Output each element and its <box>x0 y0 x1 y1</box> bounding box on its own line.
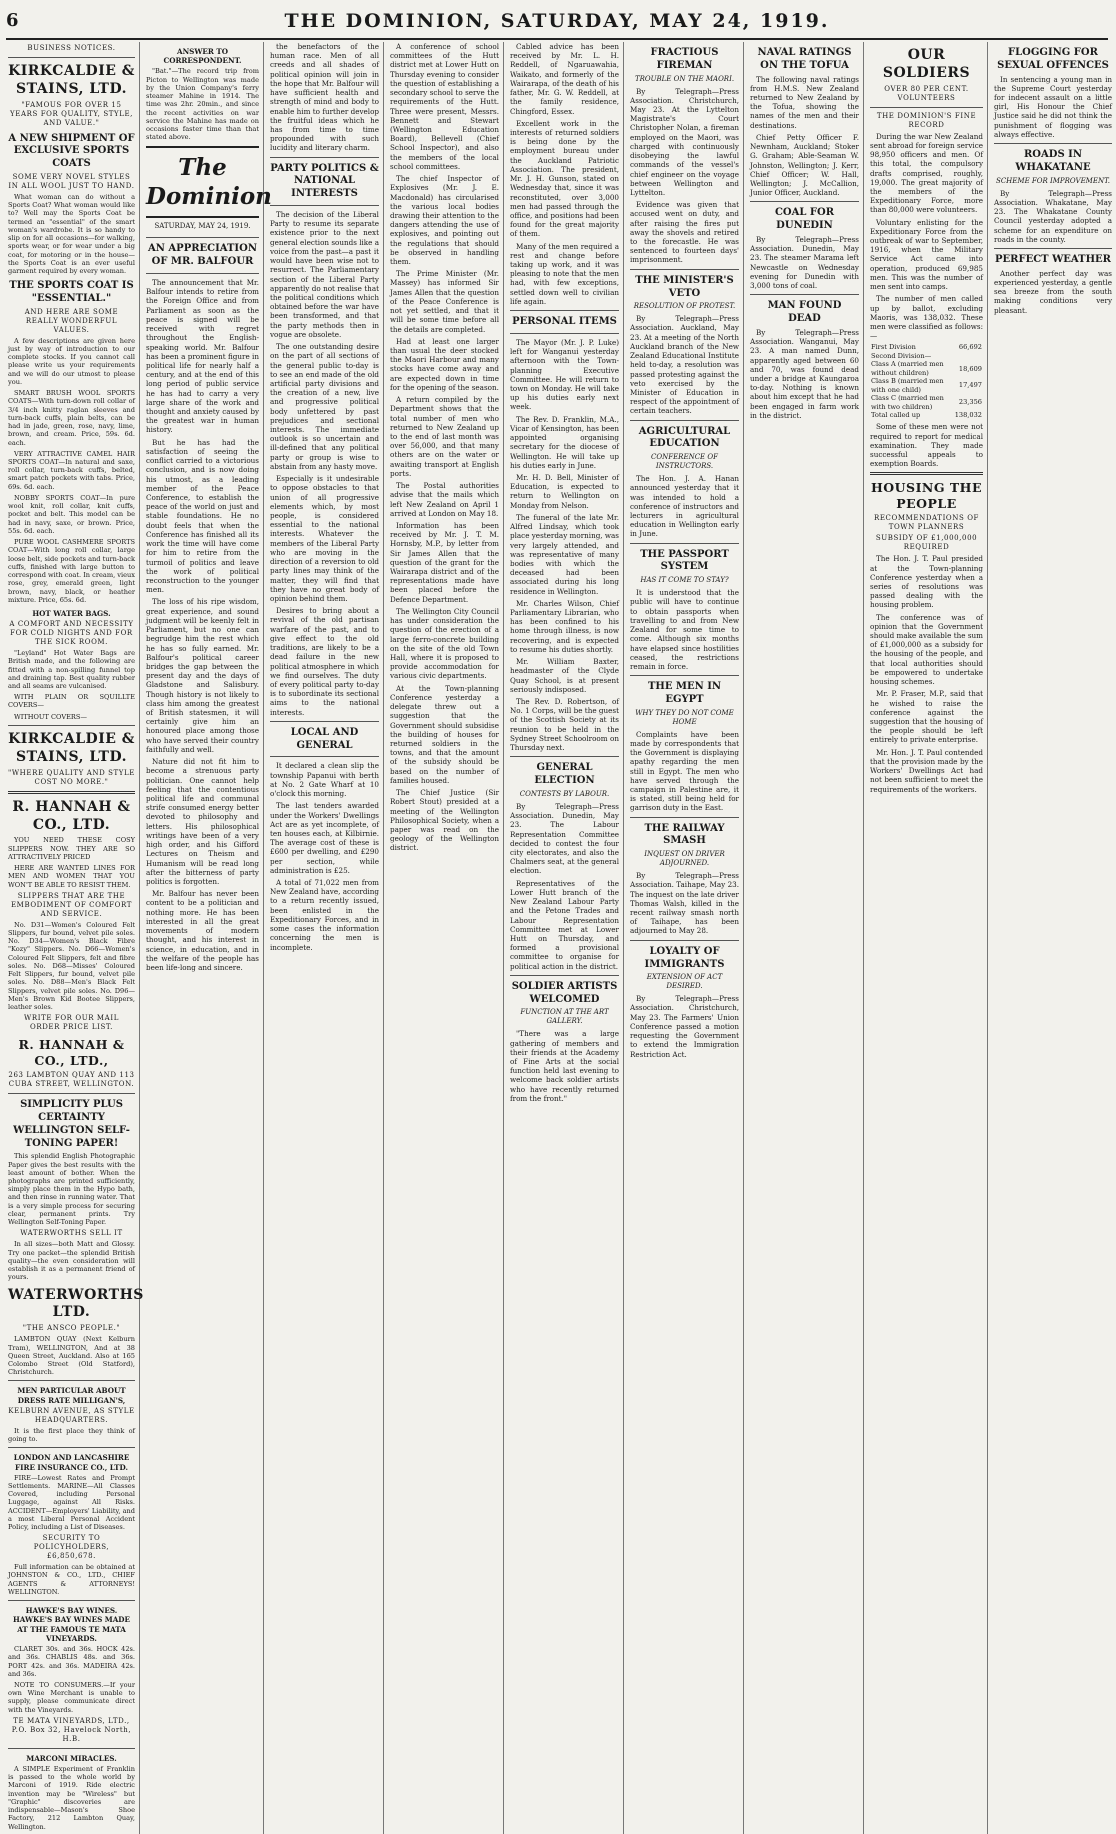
article-paragraph: Mr. Hon. J. T. Paul contended that the provision made by the Workers' Dwellings Act had not been sufficient to meet the requirements of the workers. <box>870 747 983 794</box>
newspaper-title: THE DOMINION, SATURDAY, MAY 24, 1919. <box>284 9 830 32</box>
ad-item: WITH PLAIN OR SQUILLTE COVERS— <box>8 693 135 710</box>
ad-paragraph: This splendid English Photographic Paper gives the best results with the least amount of bother. When the photographs are printed sufficiently, simply place them in the Hypo bath, and then rinse in running water. That is a very simple process for securing clear, permanent prints. Try Wellington Self-Toning Paper. <box>8 1152 135 1227</box>
ad-item: WITHOUT COVERS— <box>14 712 87 721</box>
article-heading: FRACTIOUS FIREMAN <box>650 47 719 71</box>
divider <box>750 201 859 202</box>
ad-paragraph: "Leyland" Hot Water Bags are British made, and the following are fitted with a non-spilling funnel top and draining tap. Best quality rubber and all seams are vulcanised. <box>8 649 135 690</box>
ad-address: 263 LAMBTON QUAY AND 113 CUBA STREET, WELLINGTON. <box>8 1071 135 1089</box>
divider <box>994 143 1112 144</box>
ad-heading: A NEW SHIPMENT OF EXCLUSIVE SPORTS COATS <box>8 132 135 170</box>
divider <box>270 157 379 158</box>
article-paragraph: "There was a large gathering of members and their friends at the Academy of Fine Arts at the social function held last evening to welcome back soldier artists who have recently returned from the front." <box>510 1029 619 1103</box>
article-paragraph: Voluntary enlisting for the Expeditionary Force from the outbreak of war to September, 1916, when the Military Service Act came into operation, produced 69,985 men. This was the number of men sent into camps. <box>870 217 983 292</box>
article-paragraph: Many of the men required a rest and change before taking up work, and it was pleasing to note that the men had, with few exceptions, settled down well to civilian life again. <box>510 241 619 306</box>
article-paragraph: The Hon. J. T. Paul presided at the Town-planning Conference yesterday when a series of resolutions was passed dealing with the housing problem. <box>870 554 983 610</box>
ad-heading: LONDON AND LANCASHIRE FIRE INSURANCE CO., LTD. <box>13 1453 130 1472</box>
ad-title: KIRKCALDIE & STAINS, LTD. <box>8 62 135 97</box>
table-label-cell: First Division <box>871 343 916 352</box>
article-paragraph: Had at least one larger than usual the deer stocked the Maori Harbour and many stocks have come away and are expected down in time for the opening of the season. <box>390 336 499 392</box>
table-label-cell: Class A (married men without children) <box>871 360 944 377</box>
article-paragraph: Information has been received by Mr. J. T. M. Hornsby, M.P., by letter from Sir James Allen that the question of the grant for the Wairarapa district and of the representations made have been placed before the Defence Department. <box>390 520 499 604</box>
article-paragraph: By Telegraph—Press Association. Whakatane, May 23. The Whakatane County Council yesterday adopted a scheme for an expenditure on roads in the county. <box>994 188 1112 244</box>
ad-list: CLARET 30s. and 36s. HOCK 42s. and 36s. CHABLIS 48s. and 36s. PORT 42s. and 36s. MADEIRA 42s. and 36s. <box>8 1645 135 1678</box>
article-heading: AN APPRECIATION OF MR. BALFOUR <box>148 243 257 268</box>
ad-title: R. HANNAH & CO., LTD. <box>12 798 131 833</box>
article-heading: FLOGGING FOR SEXUAL OFFENCES <box>997 47 1109 71</box>
column-6 <box>628 42 744 1834</box>
article-paragraph: Some of these men were not required to report for medical examination. They made successful appeals to exemption Boards. <box>870 422 983 469</box>
divider <box>750 294 859 295</box>
divider <box>510 333 619 334</box>
ad-subheading: KELBURN AVENUE, AS STYLE HEADQUARTERS. <box>8 1406 135 1424</box>
article-heading: THE MEN IN EGYPT <box>647 681 722 705</box>
table-value-cell: 138,032 <box>954 410 982 419</box>
table-row <box>870 352 983 360</box>
article-heading: PARTY POLITICS & NATIONAL INTERESTS <box>270 162 379 200</box>
column-8 <box>868 42 988 1834</box>
ad-subheading: SECURITY TO POLICYHOLDERS, £6,850,678. <box>33 1534 110 1561</box>
divider <box>870 472 983 475</box>
article-paragraph: The number of men called up by ballot, excluding Maoris, was 138,032. These men were classified as follows:— <box>870 294 984 341</box>
article-paragraph: The Hon. J. A. Hanan announced yesterday that it was intended to hold a conference of instructors and lecturers in agricultural education in Wellington early in June. <box>630 474 739 539</box>
article-paragraph: By Telegraph—Press Association. Christchurch, May 23. The Farmers' Union Conference passed a motion requesting the Government to extend the Immigration Restriction Act. <box>630 994 739 1059</box>
divider <box>870 107 983 108</box>
article-paragraph: Mr. H. D. Bell, Minister of Education, is expected to return to Wellington on Monday from Nelson. <box>510 472 619 510</box>
divider <box>270 721 379 722</box>
article-heading: OUR SOLDIERS <box>882 47 971 81</box>
article-paragraph: Complaints have been made by correspondents that the Government is displaying apathy regarding the men still in Egypt. The men who have served through the campaign in Palestine are, it is stated, still being held for garrison duty in the East. <box>630 729 739 813</box>
article-paragraph: The Rev. D. Franklin, M.A., Vicar of Kensington, has been appointed organising secretary for the diocese of Wellington. He will take up his duties early in June. <box>510 414 619 470</box>
column-5 <box>508 42 624 1834</box>
article-paragraph: "Bat."—The record trip from Picton to Wellington was made by the Union Company's ferry steamer Mahine in 1914. The time was 2hr. 20min., and since the recent activities on war service the Mahine has made on occasions faster time than that stated above. <box>146 67 259 142</box>
divider <box>8 1380 135 1381</box>
article-paragraph: The Prime Minister (Mr. Massey) has informed Sir James Allen that the question of the Peace Conference is not yet settled, and that it will be some time before all the details are completed. <box>390 269 499 334</box>
ad-tagline: "THE ANSCO PEOPLE." <box>22 1324 121 1333</box>
article-subheading: WHY THEY DO NOT COME HOME <box>635 708 734 726</box>
article-paragraph: By Telegraph—Press Association. Christchurch, May 23. At the Lyttelton Magistrate's Court Christopher Nolan, a fireman employed on the Maori, was charged with continuously disobeying the lawful commands of the vessel's chief engineer on the voyage between Wellington and Lyttelton. <box>630 86 739 197</box>
article-subheading: OVER 80 PER CENT. VOLUNTEERS <box>884 84 969 102</box>
article-paragraph: By Telegraph—Press Association. Dunedin, May 23. The steamer Marama left Newcastle on Wednesday evening for Dunedin with 3,000 tons of coal. <box>750 235 859 291</box>
article-paragraph: the benefactors of the human race. Men of all creeds and all shades of political opinion will join in the hope that Mr. Balfour will have sufficient health and strength of mind and body to enable him to further develop the fruitful ideas which he has from time to time propounded with such lucidity and literary charm. <box>270 42 379 153</box>
article-paragraph: In sentencing a young man in the Supreme Court yesterday for indecent assault on a little girl, His Honour the Chief Justice said he did not think the punishment of flogging was always effective. <box>994 74 1112 139</box>
article-heading: ROADS IN WHAKATANE <box>1015 149 1091 173</box>
newspaper-nameplate: The Dominion <box>146 146 259 219</box>
divider <box>630 269 739 270</box>
article-heading: LOYALTY OF IMMIGRANTS <box>644 945 725 970</box>
article-paragraph: The loss of his ripe wisdom, great experience, and sound judgment will be keenly felt in Parliament, but no one can begrudge him the rest which he has so fully earned. Mr. Balfour's political career bridges the gap between the present day and the days of Gladstone and Salisbury. Though history is not likely to class him among the greatest of British statesmen, it will certainly give him an honoured place among those who have served their country faithfully and well. <box>146 597 259 754</box>
article-subheading: TROUBLE ON THE MAORI. <box>634 74 735 83</box>
divider <box>994 248 1112 249</box>
article-paragraph: The following naval ratings from H.M.S. New Zealand returned to New Zealand by the Tofua, showing the names of the men and their destinations. <box>750 74 859 130</box>
table-row <box>870 377 983 394</box>
article-paragraph: A conference of school committees of the Hutt district met at Lower Hutt on Thursday evening to consider the question of establishing a secondary school to serve the requirements of the Hutt. Three were present, Messrs. Bennett and Stewart (Wellington Education Board), Bellevell (Chief School Inspector), and also the members of the local school committees. <box>390 42 499 171</box>
article-heading: THE MINISTER'S VETO <box>635 274 734 299</box>
ad-heading: HOT WATER BAGS. <box>32 608 111 618</box>
divider <box>8 1600 135 1601</box>
article-paragraph: By Telegraph—Press Association. Auckland, May 23. At a meeting of the North Auckland branch of the New Zealand Educational Institute held to-day, a resolution was passed protesting against the veto exercised by the Minister of Education in respect of the appointment of certain teachers. <box>630 314 739 416</box>
article-subheading: HAS IT COME TO STAY? <box>640 576 729 585</box>
table-label-cell: Class B (married men with one child) <box>871 377 944 394</box>
ad-paragraph: A few descriptions are given here just by way of introduction to our complete stocks. If you cannot call please write us your requirements and we will do our utmost to please you. <box>8 336 135 386</box>
article-subheading: SUBSIDY OF £1,000,000 REQUIRED <box>875 534 978 552</box>
article-paragraph: Another perfect day was experienced yesterday, a gentle sea breeze from the south making conditions very pleasant. <box>994 268 1112 315</box>
table-value-cell: 17,497 <box>958 381 982 390</box>
table-row <box>870 360 983 377</box>
ad-title: R. HANNAH & CO., LTD., <box>18 1037 125 1069</box>
article-heading: PERSONAL ITEMS <box>512 316 617 328</box>
article-heading: PERFECT WEATHER <box>995 253 1111 265</box>
article-heading: GENERAL ELECTION <box>534 762 595 787</box>
ad-title: KIRKCALDIE & STAINS, LTD. <box>8 730 135 765</box>
ad-item: PURE WOOL CASHMERE SPORTS COAT—With long roll collar, large loose belt, side pockets and turn-back cuffs, finished with large button to correspond with coat. In cream, vieux rose, grey, emerald green, light brown, navy, black, or heather mixture. Price, 65s. 6d. <box>8 538 135 604</box>
article-paragraph: The announcement that Mr. Balfour intends to retire from the Foreign Office and from Parliament as soon as the peace is signed will be received with regret throughout the English-speaking world. Mr. Balfour has been a prominent figure in political life for nearly half a century, and at the end of this long period of public service he has had to carry a very large share of the work and thought and anxiety caused by the greatest war in human history. <box>146 277 259 435</box>
ad-paragraph: A SIMPLE Experiment of Franklin is passed to the whole world by Marconi of 1919. Ride electric invention may be "Wireless" but "Graphic" discoveries are indispensable—Mason's Shoe Factory, 212 Lambton Quay, Wellington. <box>8 1765 135 1831</box>
article-paragraph: By Telegraph—Press Association. Dunedin, May 23. The Labour Representation Committee decided to contest the four city electorates, and also the Chalmers seat, at the general election. <box>510 801 619 876</box>
article-paragraph: By Telegraph—Press Association. Taihape, May 23. The inquest on the late driver Thomas Walsh, killed in the recent railway smash north of Taihape, has been adjourned to May 28. <box>630 871 739 936</box>
ad-heading: THE SPORTS COAT IS "ESSENTIAL." <box>9 280 134 305</box>
page-number: 6 <box>6 10 19 32</box>
table-label-cell: Second Division— <box>871 351 932 360</box>
ballot-classification-table <box>870 343 983 419</box>
article-heading: MAN FOUND DEAD <box>767 300 842 325</box>
article-paragraph: The chief Inspector of Explosives (Mr. J. E. Macdonald) has circularised the various local bodies drawing their attention to the dangers attending the use of explosives, and pointing out the regulations that should be observed in handling them. <box>390 174 499 267</box>
article-paragraph: The Mayor (Mr. J. P. Luke) left for Wanganui yesterday afternoon with the Town-planning Executive Committee. He will return to town on Monday. He will take up his duties early next week. <box>510 337 619 412</box>
article-paragraph: Mr. Charles Wilson, Chief Parliamentary Librarian, who has been confined to his home through illness, is now recovering, and is expected to resume his duties shortly. <box>510 598 619 654</box>
article-paragraph: The conference was of opinion that the Government should make available the sum of £1,000,000 as a subsidy for the housing of the people, and that local authorities should be empowered to undertake housing schemes. <box>870 612 983 687</box>
divider <box>630 675 739 676</box>
article-paragraph: Especially is it undesirable to oppose obstacles to that union of all progressive elements which, by most people, is considered essential to the national interests. Whatever the members of the Liberal Party who are moving in the direction of a reversion to old party lines may think of the matter, they will find that they have no great body of opinion behind them. <box>270 474 379 603</box>
ad-paragraph: FIRE—Lowest Rates and Prompt Settlements. MARINE—All Classes Covered, including Personal Luggage, against All Risks. ACCIDENT—Employers' Liability, and a most Liberal Personal Accident Policy, including a List of Diseases. <box>8 1473 135 1532</box>
divider <box>8 1447 135 1448</box>
ad-paragraph: What woman can do without a Sports Coat? What woman would like to? Well may the Sports Coat be termed an "essential" of the smart woman's wardrobe. It is so handy to slip on for all occasions—for walking, sports wear, or for wear under a big coat, for motoring or in the house—the Sports Coat is an ever useful garment required by every woman. <box>8 192 135 276</box>
ad-item: VERY ATTRACTIVE CAMEL HAIR SPORTS COAT—In natural and saxe, roll collar, turn-back cuffs, belted, smart patch pockets with tabs. Price, 69s. 6d. each. <box>8 449 135 491</box>
article-paragraph: During the war New Zealand sent abroad for foreign service 98,950 officers and men. Of this total, the compulsory drafts comprised, roughly, 19,000. The great majority of the members of the Expeditionary Force, more than 80,000 were volunteers. <box>870 131 983 215</box>
article-subheading: SCHEME FOR IMPROVEMENT. <box>996 176 1110 185</box>
article-paragraph: A total of 71,022 men from New Zealand have, according to a return recently issued, been enlisted in the Expeditionary Forces, and in some cases the information concerning the men is incomplete. <box>270 878 379 952</box>
divider <box>510 310 619 311</box>
ad-heading: HAWKE'S BAY WINES. HAWKE'S BAY WINES MADE AT THE FAMOUS TE MATA VINEYARDS. <box>12 1606 131 1643</box>
article-heading: ANSWER TO CORRESPONDENT. <box>163 47 242 66</box>
ad-address: LAMBTON QUAY (Next Kelburn Tram), WELLINGTON, And at 38 Queen Street, Auckland. Also at 165 Colombo Street (Old Statford), Christchurch. <box>8 1335 135 1377</box>
ad-subheading: AND HERE ARE SOME REALLY WONDERFUL VALUES. <box>24 307 119 334</box>
article-paragraph: Mr. P. Fraser, M.P., said that he wished to raise the conference against the suggestion that the housing of the people should be left entirely to private enterprise. <box>870 689 983 745</box>
divider <box>8 725 135 726</box>
ad-title: WATERWORTHS LTD. <box>8 1286 144 1321</box>
table-row <box>870 411 983 419</box>
article-heading: LOCAL AND GENERAL <box>290 726 359 751</box>
masthead <box>6 4 1108 40</box>
table-value-cell: 23,356 <box>958 398 982 407</box>
column-2-leader <box>144 42 272 1834</box>
divider <box>270 756 379 757</box>
ad-paragraph: HERE ARE WANTED LINES FOR MEN AND WOMEN THAT YOU WON'T BE ABLE TO RESIST THEM. <box>8 864 135 889</box>
ad-subheading: WATERWORTHS SELL IT <box>20 1229 123 1238</box>
dateline: SATURDAY, MAY 24, 1919. <box>154 222 251 231</box>
article-paragraph: The one outstanding desire on the part of all sections of the general public to-day is to see an end made of the old artificial party divisions and the creation of a new, live and progressive political body unfettered by past prejudices and sectional interests. The immediate outlook is so uncertain and ill-defined that any political party or group is wise to abstain from any hasty move. <box>270 342 379 471</box>
ad-heading: MEN PARTICULAR ABOUT DRESS RATE MILLIGAN'S, <box>17 1386 126 1405</box>
article-heading: THE PASSPORT SYSTEM <box>640 548 729 573</box>
ad-subheading: SOME VERY NOVEL STYLES IN ALL WOOL JUST TO HAND. <box>8 173 135 190</box>
article-paragraph: The funeral of the late Mr. Alfred Lindsay, which took place yesterday morning, was very largely attended, and was representative of many bodies with which the deceased had been associated during his long residence in Wellington. <box>510 512 619 596</box>
divider <box>270 205 379 206</box>
ad-paragraph: YOU NEED THESE COSY SLIPPERS NOW. THEY ARE SO ATTRACTIVELY PRICED <box>8 836 135 861</box>
ad-list: No. D31—Women's Coloured Felt Slippers, fur bound, velvet pile soles. No. D34—Women's Black Fibre "Kozy" Slippers. No. D66—Women's Coloured Felt Slippers, felt and fibre soles. No. D68—Misses' Coloured Felt Slippers, fur bound, velvet pile soles. No. D88—Men's Black Felt Slippers, velvet pile soles. No. D96—Men's Brown Kid Bootee Slippers, leather soles. <box>8 920 135 1012</box>
table-value-cell <box>954 352 983 360</box>
divider <box>630 817 739 818</box>
divider <box>8 791 135 794</box>
article-subheading: RESOLUTION OF PROTEST. <box>633 302 736 311</box>
column-3 <box>268 42 384 1834</box>
article-paragraph: Evidence was given that accused went on duty, and after raising the fires put away the shovels and retired to the forecastle. He was sentenced to fourteen days' imprisonment. <box>630 200 739 265</box>
table-value-cell: 18,609 <box>958 364 982 373</box>
article-paragraph: Cabled advice has been received by Mr. L. H. Reddell, of Ngaruawahia, Waikato, and formerly of the Wairarapa, of the death of his father, Mr. G. W. Reddell, at the family residence, Chingford, Essex. <box>510 42 619 116</box>
ad-tagline: "WHERE QUALITY AND STYLE COST NO MORE." <box>8 768 135 786</box>
table-label-cell: Total called up <box>871 410 921 419</box>
ad-heading: MARCONI MIRACLES. <box>26 1753 117 1763</box>
article-paragraph: Excellent work in the interests of returned soldiers is being done by the employment bureau under the Auckland Patriotic Association. The president, Mr. J. H. Gunson, stated on Wednesday that, since it was reconstituted, over 3,000 men had passed through the office, and positions had been found for the great majority of them. <box>510 118 619 239</box>
column-4 <box>388 42 504 1834</box>
ad-paragraph: It is the first place they think of going to. <box>8 1426 135 1444</box>
table-row <box>870 394 983 411</box>
article-paragraph: At the Town-planning Conference yesterday a delegate threw out a suggestion that the Government should subsidise the building of houses for returned soldiers in the towns, and that the amount of the subsidy should be based on the number of families housed. <box>390 683 499 785</box>
article-subheading: EXTENSION OF ACT DESIRED. <box>646 973 723 991</box>
article-subheading: CONTESTS BY LABOUR. <box>519 789 610 798</box>
column-7 <box>748 42 864 1834</box>
ad-paragraph: Full information can be obtained at JOHNSTON & CO., LTD., CHIEF AGENTS & ATTORNEYS! WELLINGTON. <box>8 1563 135 1596</box>
ad-subheading: WRITE FOR OUR MAIL ORDER PRICE LIST. <box>24 1014 119 1032</box>
article-subheading: INQUEST ON DRIVER ADJOURNED. <box>644 850 725 868</box>
article-heading: COAL FOR DUNEDIN <box>774 207 835 232</box>
divider <box>146 273 259 274</box>
article-heading: AGRICULTURAL EDUCATION <box>638 425 731 450</box>
article-paragraph: It is understood that the public will have to continue to obtain passports when travelling to and from New Zealand for some time to come. Although six months have elapsed since hostilities ceased, the restrictions remain in force. <box>630 588 739 671</box>
ad-paragraph: In all sizes—both Matt and Glossy. Try one packet—the splendid British quality—the even consideration will establish it as a permanent friend of yours. <box>8 1240 135 1282</box>
ad-subheading: SLIPPERS THAT ARE THE EMBODIMENT OF COMFORT AND SERVICE. <box>10 891 133 918</box>
article-subheading: CONFERENCE OF INSTRUCTORS. <box>651 453 718 471</box>
article-paragraph: The decision of the Liberal Party to resume its separate existence prior to the next general election sounds like a voice from the past—a past it would have been wise not to resurrect. The Parliamentary section of the Liberal Party apparently do not realise that the political conditions which obtained before the war have been transformed, and that the party methods then in vogue are obsolete. <box>270 210 379 339</box>
ad-tagline: "FAMOUS FOR OVER 15 YEARS FOR QUALITY, STYLE, AND VALUE." <box>10 100 133 127</box>
article-paragraph: Representatives of the Lower Hutt branch of the New Zealand Labour Party and the Petone Trades and Labour Representation Committee met at Lower Hutt on Thursday, and formed a provisional committee to organise for political action in the district. <box>510 878 619 971</box>
column-1-advertisements <box>6 42 144 1834</box>
article-paragraph: A return compiled by the Department shows that the total number of men who returned to New Zealand up to the end of last month was over 56,000, and that many others are on the water or awaiting transport at English ports. <box>390 395 499 478</box>
ad-address: TE MATA VINEYARDS, LTD., P.O. Box 32, Havelock North, H.B. <box>11 1716 132 1743</box>
divider <box>630 420 739 421</box>
article-heading: HOUSING THE PEOPLE <box>870 480 983 512</box>
article-heading: NAVAL RATINGS ON THE TOFUA <box>757 47 852 71</box>
table-label-cell: Class C (married men with two children) <box>871 394 944 411</box>
page-columns <box>6 42 1112 1831</box>
ad-paragraph: NOTE TO CONSUMERS.—If your own Wine Merchant is unable to supply, please communicate direct with the Vineyards. <box>8 1680 135 1714</box>
ad-item: NOBBY SPORTS COAT—In pure wool knit, roll collar, knit cuffs, pocket and belt. This model can be had in navy, saxe, or brown. Price, 55s. 6d. each. <box>8 493 135 535</box>
article-paragraph: The Postal authorities advise that the mails which left New Zealand on April 1 arrived at London on May 18. <box>390 481 499 518</box>
article-subheading: RECOMMENDATIONS OF TOWN PLANNERS <box>873 514 980 532</box>
column-9 <box>992 42 1116 1834</box>
article-paragraph: But he has had the satisfaction of seeing the conflict carried to a victorious conclusion, and is now doing his utmost, as a leading member of the Peace Conference, to establish the peace of the world on just and stable foundations. He no doubt feels that when the Conference has finished all its work the time will have come for him to retire from the turmoil of politics and leave the work of political reconstruction to the younger men. <box>146 437 259 595</box>
article-paragraph: Mr. William Baxter, headmaster of the Clyde Quay School, is at present seriously indisposed. <box>510 657 619 694</box>
section-heading: BUSINESS NOTICES. <box>27 44 116 52</box>
ad-item: SMART BRUSH WOOL SPORTS COATS—With turn-down roll collar of 3/4 inch knitty raglan sleeves and turn-back cuffs, plain belts, can be had in jade, green, rose, navy, lime, brown, and cream. Price, 59s. 6d. each. <box>8 389 135 447</box>
article-subheading: THE DOMINION'S FINE RECORD <box>876 111 977 129</box>
article-paragraph: The Wellington City Council has under consideration the question of the erection of a large ferro-concrete building on the site of the old Town Hall, where it is proposed to provide accommodation for various civic departments. <box>390 606 499 681</box>
table-value-cell: 66,692 <box>958 343 982 352</box>
article-paragraph: Desires to bring about a revival of the old partisan warfare of the past, and to give effect to the old traditions, are likely to be a dead failure in the new political atmosphere in which we find ourselves. The duty of every political party to-day is to subordinate its sectional aims to the national interests. <box>270 606 379 717</box>
table-row <box>870 343 983 351</box>
article-paragraph: The Chief Justice (Sir Robert Stout) presided at a meeting of the Wellington Philosophical Society, when a paper was read on the geology of the Wellington district. <box>390 788 499 853</box>
article-list: Chief Petty Officer F. Newnham, Auckland; Stoker G. Graham; Able-Seaman W. Johnston, Wellington; J. Kerr, Chief Officer; W. Hall, Wellington; J. McCallion, Junior Officer, Auckland. <box>750 132 859 198</box>
article-paragraph: The last tenders awarded under the Workers' Dwellings Act are as yet incomplete, of ten houses each, at Kilbirnie. The average cost of these is £600 per dwelling, and £290 per section, while administration is £25. <box>270 801 379 875</box>
article-heading: SOLDIER ARTISTS WELCOMED <box>511 980 618 1005</box>
article-paragraph: The Rev. D. Robertson, of No. 1 Corps, will be the guest of the Scottish Society at its reunion to be held in the Sydney Street Schoolroom on Thursday next. <box>510 697 619 753</box>
article-paragraph: By Telegraph—Press Association. Wanganui, May 23. A man named Dunn, apparently aged between 60 and 70, was found dead under a bridge at Kaungaroa to-day. Nothing is known about him except that he had been engaged in farm work in the district. <box>750 327 859 420</box>
article-heading: THE RAILWAY SMASH <box>644 822 725 847</box>
divider <box>8 1093 135 1094</box>
ad-heading: SIMPLICITY PLUS CERTAINTY WELLINGTON SELF-TONING PAPER! <box>13 1099 130 1149</box>
divider <box>630 543 739 544</box>
article-subheading: FUNCTION AT THE ART GALLERY. <box>520 1008 609 1026</box>
divider <box>510 975 619 976</box>
divider <box>146 237 259 238</box>
divider <box>8 57 135 58</box>
article-paragraph: It declared a clean slip the township Papanui with berth at No. 2 Gate Wharf at 10 o'clock this morning. <box>270 761 379 799</box>
divider <box>510 756 619 757</box>
article-paragraph: Nature did not fit him to become a strenuous party politician. One cannot help feeling that the contentious political life and communal strife consumed energy better devoted to philosophy and letters. His philosophical writings have been of a very high order, and his Gifford Lectures on Theism and Humanism will be read long after the bitterness of party politics is forgotten. <box>146 757 259 886</box>
divider <box>8 1748 135 1749</box>
ad-subheading: A COMFORT AND NECESSITY FOR COLD NIGHTS AND FOR THE SICK ROOM. <box>9 620 134 647</box>
divider <box>630 940 739 941</box>
article-paragraph: Mr. Balfour has never been content to be a politician and nothing more. He has been interested in all the great movements of modern thought, and his interest in science, in education, and in the welfare of the people has been life-long and sincere. <box>146 889 259 972</box>
